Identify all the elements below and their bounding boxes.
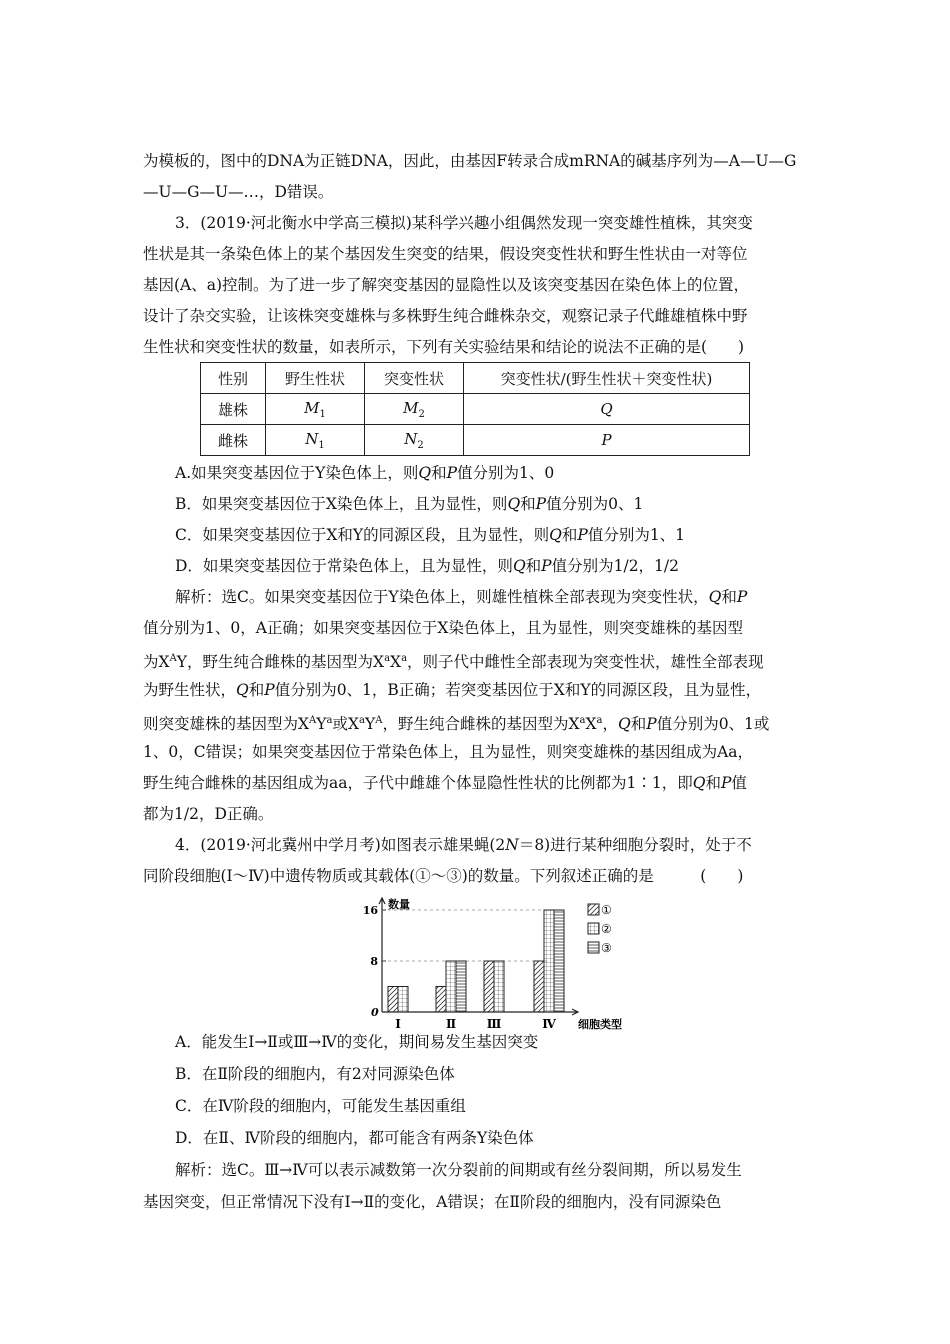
x-tick-label: Ⅱ bbox=[445, 1017, 457, 1030]
variable: M bbox=[403, 398, 419, 417]
option-c: C．如果突变基因位于X和Y的同源区段，且为显性，则Q和P值分别为1、1 bbox=[175, 526, 686, 544]
table-header-row bbox=[201, 363, 750, 394]
text-line: 设计了杂交实验，让该株突变雄株与多株野生纯合雌株杂交，观察记录子代雌雄植株中野 bbox=[143, 307, 748, 325]
table-cell bbox=[266, 425, 365, 456]
text-line: 生性状和突变性状的数量，如表所示，下列有关实验结果和结论的说法不正确的是( ) bbox=[143, 338, 745, 356]
table-cell: 雄株 bbox=[201, 394, 266, 425]
table-header-cell: 性别 bbox=[201, 363, 266, 394]
text-line: 性状是其一条染色体上的某个基因发生突变的结果，假设突变性状和野生性状由一对等位 bbox=[143, 245, 748, 263]
variable: N bbox=[305, 429, 319, 448]
question-4-stem: 4．(2019·河北冀州中学月考)如图表示雄果蝇(2N＝8)进行某种细胞分裂时，处于不 bbox=[175, 836, 752, 854]
table-header-cell: 野生性状 bbox=[266, 363, 365, 394]
bar bbox=[398, 987, 408, 1013]
text-line: 则突变雄株的基因型为$X^AY^a$或$X^aY^A$，野生纯合雌株的基因型为$X^aX^a$，Q和P值分别为0、1或 bbox=[143, 715, 770, 734]
legend-label: ③ bbox=[601, 941, 612, 955]
bar bbox=[436, 987, 446, 1013]
bar bbox=[388, 987, 398, 1013]
legend-label: ① bbox=[601, 903, 612, 917]
legend-label: ② bbox=[601, 922, 612, 936]
text-line: 值分别为1、0，A正确；如果突变基因位于X染色体上，且为显性，则突变雄株的基因型 bbox=[143, 619, 743, 637]
subscript: 1 bbox=[318, 439, 325, 451]
bar bbox=[544, 910, 554, 1012]
bar-chart bbox=[350, 890, 640, 1030]
text-line: —U—G—U—…，D错误。 bbox=[143, 183, 334, 201]
table-cell: Q bbox=[464, 394, 750, 425]
table-cell bbox=[365, 394, 464, 425]
table-row bbox=[201, 425, 750, 456]
option-a: A.如果突变基因位于Y染色体上，则Q和P值分别为1、0 bbox=[175, 464, 555, 482]
option-a: A．能发生Ⅰ→Ⅱ或Ⅲ→Ⅳ的变化，期间易发生基因突变 bbox=[175, 1033, 539, 1051]
bar bbox=[494, 961, 504, 1012]
variable: M bbox=[304, 398, 320, 417]
text-line: 基因(A、a)控制。为了进一步了解突变基因的显隐性以及该突变基因在染色体上的位置， bbox=[143, 276, 750, 294]
legend-swatch bbox=[588, 904, 599, 915]
origin-label: 0 bbox=[371, 1006, 379, 1019]
text-line: 为$X^AY$，野生纯合雌株的基因型为$X^aX^a$，则子代中雌性全部表现为突变性状，雄性全部表现 bbox=[143, 653, 764, 672]
option-b: B．如果突变基因位于X染色体上，且为显性，则Q和P值分别为0、1 bbox=[175, 495, 644, 513]
question-3-stem: 3．(2019·河北衡水中学高三模拟)某科学兴趣小组偶然发现一突变雄性植株，其突变 bbox=[175, 214, 753, 232]
table-cell bbox=[266, 394, 365, 425]
table-cell: P bbox=[464, 425, 750, 456]
legend-swatch bbox=[588, 923, 599, 934]
table-row bbox=[201, 394, 750, 425]
x-axis-label: 细胞类型 bbox=[578, 1018, 622, 1030]
text-line: 为模板的，图中的DNA为正链DNA，因此，由基因F转录合成mRNA的碱基序列为—A—U—G bbox=[143, 152, 797, 170]
result-table bbox=[200, 362, 750, 456]
y-axis-label: 数量 bbox=[388, 898, 410, 911]
text-line: 1、0，C错误；如果突变基因位于常染色体上，且为显性，则突变雄株的基因组成为Aa， bbox=[143, 743, 754, 761]
answer-4: 解析：选C。Ⅲ→Ⅳ可以表示减数第一次分裂前的间期或有丝分裂间期，所以易发生 bbox=[175, 1161, 742, 1179]
y-tick-label: 8 bbox=[370, 955, 378, 968]
subscript: 2 bbox=[417, 439, 424, 451]
y-tick-label: 16 bbox=[362, 904, 378, 917]
legend-swatch bbox=[588, 942, 599, 953]
bar bbox=[446, 961, 456, 1012]
bar bbox=[554, 910, 564, 1012]
table-header-cell: 突变性状 bbox=[365, 363, 464, 394]
answer-3: 解析：选C。如果突变基因位于Y染色体上，则雄性植株全部表现为突变性状，Q和P bbox=[175, 588, 748, 606]
text-line: 野生纯合雌株的基因组成为aa，子代中雌雄个体显隐性性状的比例都为1∶1，即Q和P值 bbox=[143, 774, 747, 792]
subscript: 2 bbox=[418, 408, 425, 420]
text-line: 都为1/2，D正确。 bbox=[143, 805, 274, 823]
text-line: 基因突变，但正常情况下没有Ⅰ→Ⅱ的变化，A错误；在Ⅱ阶段的细胞内，没有同源染色 bbox=[143, 1193, 722, 1211]
option-d: D．如果突变基因位于常染色体上，且为显性，则Q和P值分别为1/2，1/2 bbox=[175, 557, 680, 575]
x-tick-label: Ⅲ bbox=[486, 1017, 502, 1030]
x-tick-label: Ⅳ bbox=[542, 1017, 556, 1030]
option-d: D．在Ⅱ、Ⅳ阶段的细胞内，都可能含有两条Y染色体 bbox=[175, 1129, 534, 1147]
chart-legend bbox=[588, 903, 612, 955]
option-b: B．在Ⅱ阶段的细胞内，有2对同源染色体 bbox=[175, 1065, 455, 1083]
table-cell bbox=[365, 425, 464, 456]
table-header-cell: 突变性状/(野生性状＋突变性状) bbox=[464, 363, 750, 394]
bar bbox=[456, 961, 466, 1012]
text-line: 同阶段细胞(Ⅰ～Ⅳ)中遗传物质或其载体(①～③)的数量。下列叙述正确的是 ( ) bbox=[143, 867, 744, 885]
bar bbox=[484, 961, 494, 1012]
option-c: C．在Ⅳ阶段的细胞内，可能发生基因重组 bbox=[175, 1097, 466, 1115]
text-line: 为野生性状，Q和P值分别为0、1，B正确；若突变基因位于X和Y的同源区段，且为显性， bbox=[143, 681, 762, 699]
x-tick-label: Ⅰ bbox=[395, 1017, 401, 1030]
subscript: 1 bbox=[319, 408, 326, 420]
bar bbox=[534, 961, 544, 1012]
table-cell: 雌株 bbox=[201, 425, 266, 456]
variable: N bbox=[404, 429, 418, 448]
